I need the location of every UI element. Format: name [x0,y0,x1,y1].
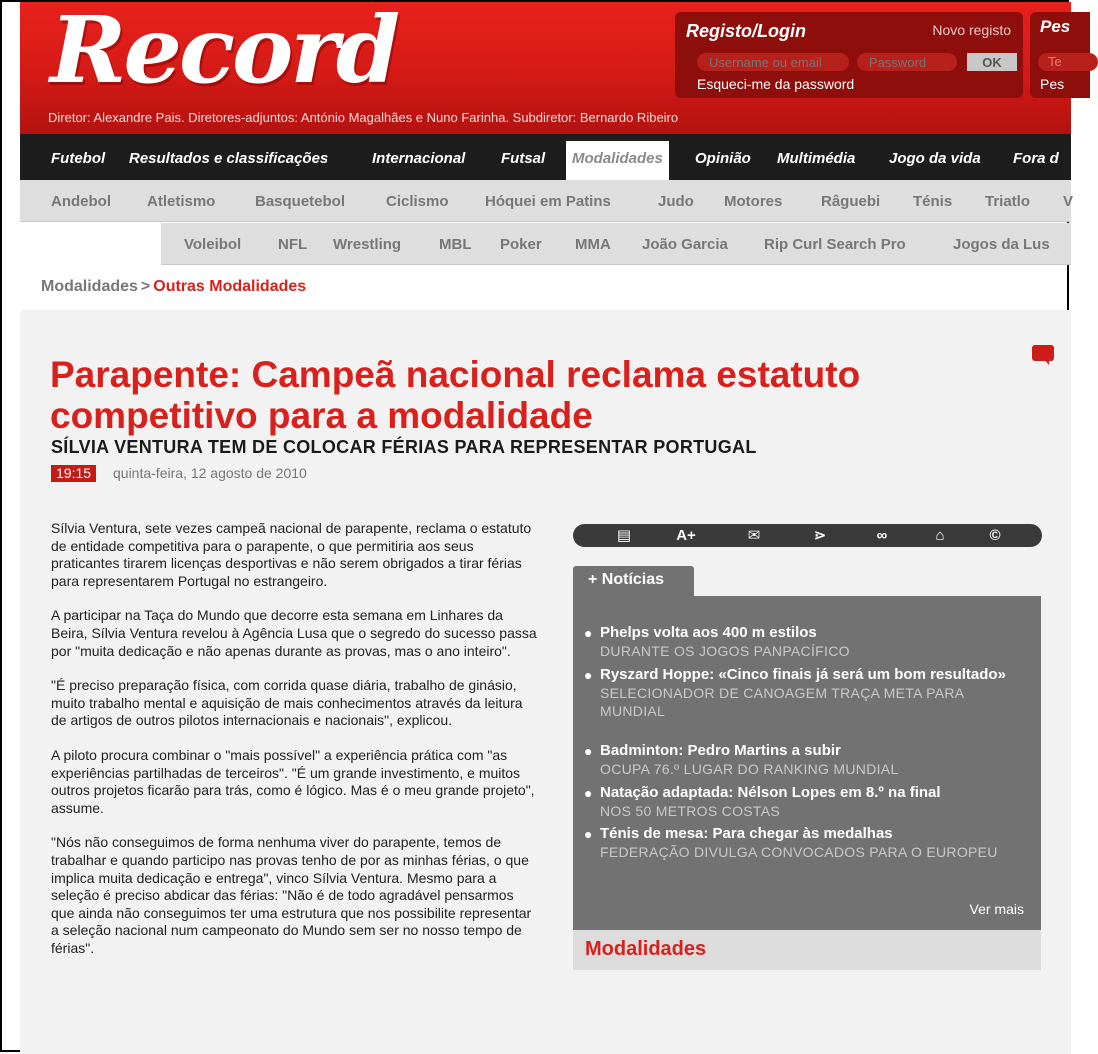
search-title: Pes [1040,17,1071,36]
link-icon[interactable]: ∞ [876,527,888,544]
news-title[interactable]: Phelps volta aos 400 m estilos [600,624,817,641]
password-input[interactable] [857,53,957,71]
news-subtitle: OCUPA 76.º LUGAR DO RANKING MUNDIAL [600,761,899,777]
article-toolbar [573,524,1042,547]
nav-item-modalidades[interactable]: Modalidades [566,141,669,180]
site-header [20,2,1071,134]
home-icon[interactable]: ⌂ [935,527,945,544]
search-link[interactable]: Pes [1040,76,1065,92]
news-subtitle: DURANTE OS JOGOS PANPACÍFICO [600,643,850,659]
main-nav [20,134,1071,180]
article-date: quinta-feira, 12 agosto de 2010 [113,465,307,481]
news-item[interactable] [584,666,1024,720]
news-box [573,596,1041,930]
share-icon[interactable]: ⋗ [813,527,827,544]
subnav-item-v[interactable]: V [1063,193,1074,210]
bullet-icon: ● [584,667,593,683]
subnav-item-voleibol[interactable]: Voleibol [184,236,242,253]
article-paragraph: "É preciso preparação física, com corrida quase diária, trabalho de ginásio, muito trabalho mental e aquisição de mais conhecimentos através da leitura de artigos de outros pilotos internacionais e nacionais", explicou. [51,677,523,729]
copyright-icon[interactable]: © [989,527,1001,544]
subnav-item-nfl[interactable]: NFL [278,236,308,253]
subnav-item-mma[interactable]: MMA [575,236,611,253]
register-link[interactable]: Novo registo [932,22,1011,38]
subnav-item-ciclismo[interactable]: Ciclismo [386,193,449,210]
article-subheadline: SÍLVIA VENTURA TEM DE COLOCAR FÉRIAS PARA REPRESENTAR PORTUGAL [51,437,757,457]
news-title[interactable]: Natação adaptada: Nélson Lopes em 8.º na final [600,784,941,801]
news-tab[interactable]: + Notícias [573,566,694,596]
subnav-item-tenis[interactable]: Ténis [913,193,953,210]
article-paragraph: Sílvia Ventura, sete vezes campeã nacional de parapente, reclama o estatuto de entidade competitiva para o parapente, o que permitiria aos seus praticantes tirarem licenças desportivas e não serem obrigados a tirar férias para representarem Portugal no estrangeiro. [51,520,532,589]
article-paragraph: "Nós não conseguimos de forma nenhuma viver do parapente, temos de trabalhar e quando participo nas provas tenho de por as minhas férias, o que implica muita dedicação e entrega", vinco Sílvia Ventura. Mesmo para a seleção é preciso abdicar das férias: "Não é de todo agradável pensarmos que ainda não conseguimos ter uma estrutura que nos possibilite representar a seleção nacional num campeonato do Mundo sem ser no nosso tempo de férias". [51,834,532,956]
sub-nav [20,180,1074,222]
record-logo[interactable]: Record [50,0,398,104]
bullet-icon: ● [584,785,593,801]
search-panel [1030,12,1090,98]
news-item[interactable] [584,742,1024,778]
font-size-icon[interactable]: A+ [676,527,696,544]
email-icon[interactable]: ✉ [747,527,761,544]
news-item[interactable] [584,825,1024,861]
nav-item-futsal[interactable]: Futsal [501,150,546,167]
subnav-item-joao-garcia[interactable]: João Garcia [642,236,728,253]
news-title[interactable]: Badminton: Pedro Martins a subir [600,742,841,759]
subnav-item-raguebi[interactable]: Râguebi [821,193,881,210]
nav-item-resultados[interactable]: Resultados e classificações [129,150,329,167]
news-title[interactable]: Ténis de mesa: Para chegar às medalhas [600,825,893,842]
news-item[interactable] [584,624,1024,660]
breadcrumb [41,278,306,296]
news-footer-label[interactable]: Modalidades [585,938,707,960]
subnav-item-motores[interactable]: Motores [724,193,783,210]
article-paragraph: A piloto procura combinar o "mais possível" a experiência prática com "as experiências partilhadas de terceiros". "É um grande investimento, e muitos outros projetos ficarão para trás, como é lógico. Mas é o meu grande projeto", assume. [51,746,535,816]
article-paragraph: A participar na Taça do Mundo que decorre esta semana em Linhares da Beira, Sílvia Ventura revelou à Agência Lusa que o segredo do sucesso passa por "muita dedicação e não apenas durante as provas, mas o ano inteiro". [51,607,537,659]
article-body [51,520,537,974]
news-subtitle: NOS 50 METROS COSTAS [600,803,780,819]
article-headline: Parapente: Campeã nacional reclama estatuto competitivo para a modalidade [50,354,861,436]
subnav-item-jogos-lusofonia[interactable]: Jogos da Lus [953,236,1050,253]
search-input[interactable]: Te [1038,53,1098,71]
news-title[interactable]: Ryszard Hoppe: «Cinco finais já será um bom resultado» [600,666,1006,683]
time-badge: 19:15 [51,465,96,482]
news-subtitle: FEDERAÇÃO DIVULGA CONVOCADOS PARA O EUROPEU [600,844,998,860]
sub-nav-secondary [161,223,1071,265]
bullet-icon: ● [584,743,593,759]
subnav-item-hoquei[interactable]: Hóquei em Patins [485,193,611,210]
nav-item-internacional[interactable]: Internacional [372,150,466,167]
subnav-item-andebol[interactable]: Andebol [51,193,111,210]
login-panel [675,12,1023,98]
nav-item-jogo-da-vida[interactable]: Jogo da vida [889,150,981,167]
forgot-password-link[interactable]: Esqueci-me da password [697,76,855,92]
username-input[interactable] [697,53,849,71]
news-item[interactable] [584,784,1024,820]
print-icon[interactable]: ▤ [616,527,632,544]
nav-item-futebol[interactable]: Futebol [51,150,106,167]
subnav-item-wrestling[interactable]: Wrestling [333,236,402,253]
breadcrumb-parent[interactable]: Modalidades [41,278,138,295]
news-footer [573,930,1041,970]
subnav-item-basquetebol[interactable]: Basquetebol [255,193,346,210]
nav-item-opiniao[interactable]: Opinião [695,150,751,167]
subnav-item-rip-curl[interactable]: Rip Curl Search Pro [764,236,906,253]
see-more-link[interactable]: Ver mais [969,901,1024,917]
nav-item-fora[interactable]: Fora d [1013,150,1059,167]
login-title: Registo/Login [686,21,806,41]
subnav-item-atletismo[interactable]: Atletismo [147,193,216,210]
subnav-item-triatlo[interactable]: Triatlo [985,193,1031,210]
subnav-item-mbl[interactable]: MBL [439,236,472,253]
bullet-icon: ● [584,625,593,641]
nav-item-multimedia[interactable]: Multimédia [777,150,856,167]
subnav-item-judo[interactable]: Judo [658,193,694,210]
breadcrumb-current[interactable]: Outras Modalidades [153,278,307,295]
subnav-item-poker[interactable]: Poker [500,236,542,253]
bullet-icon: ● [584,826,593,842]
director-line: Diretor: Alexandre Pais. Diretores-adjuntos: António Magalhães e Nuno Farinha. Subdiretor: Bernardo Ribeiro [48,110,679,125]
login-ok-button[interactable]: OK [967,53,1017,71]
news-subtitle: SELECIONADOR DE CANOAGEM TRAÇA META PARA MUNDIAL [600,685,964,719]
breadcrumb-separator: > [140,278,151,295]
